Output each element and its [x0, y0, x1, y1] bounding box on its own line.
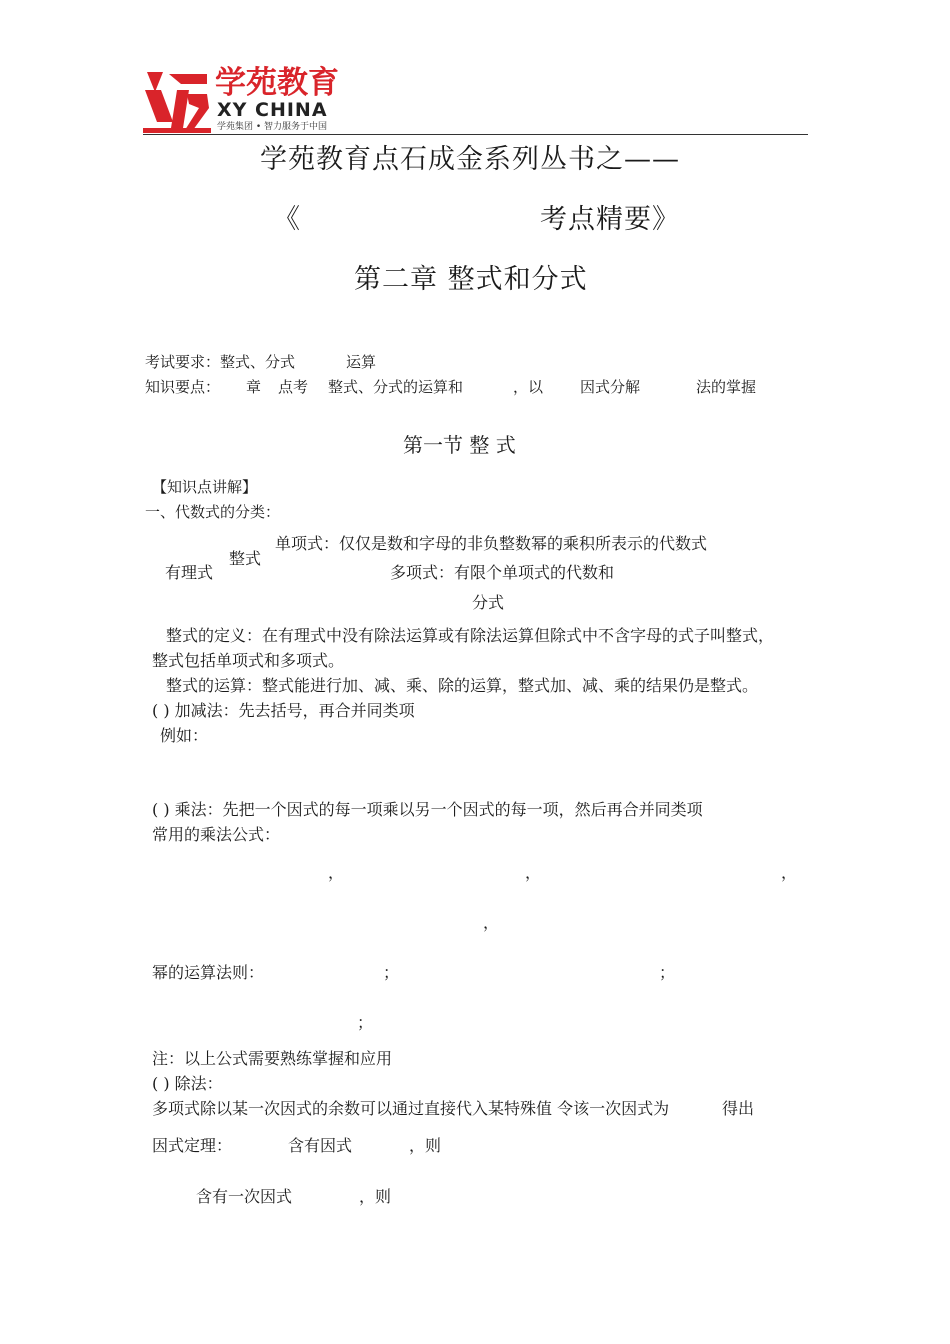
- logo-tagline: 学苑集团 • 智力服务于中国: [217, 122, 328, 132]
- header-divider: [143, 134, 808, 135]
- kp-fragment: 章: [246, 378, 262, 396]
- example-label: 例如：: [160, 726, 209, 745]
- factor-theorem-label: 因式定理：: [152, 1136, 233, 1155]
- integral-operations: 整式的运算：整式能进行加、减、乘、除的运算，整式加、减、乘的结果仍是整式。: [166, 676, 759, 695]
- knowledge-header: 【知识点讲解】: [152, 478, 258, 496]
- factor-then: ，则: [409, 1136, 442, 1155]
- separator-comma: ，: [781, 863, 798, 882]
- power-rules-label: 幂的运算法则：: [152, 963, 265, 982]
- kp-fragment: 因式分解: [580, 378, 641, 396]
- book-title-open: 《: [273, 204, 301, 235]
- chapter-title: 第二章 整式和分式: [354, 264, 588, 295]
- exam-requirements-tail: 运算: [346, 353, 377, 371]
- logo-english-name: XY CHINA: [217, 99, 328, 121]
- separator-comma: ，: [525, 863, 542, 882]
- label-zhengshi: 整式: [229, 549, 262, 568]
- separator-semicolon: ；: [659, 963, 676, 982]
- xy-logo-mark-icon: [143, 68, 213, 134]
- integral-definition-line2: 整式包括单项式和多项式。: [152, 651, 345, 670]
- item-classification: 一、代数式的分类：: [145, 503, 281, 521]
- kp-fragment: 整式、分式的运算和: [328, 378, 464, 396]
- remainder-rule: 多项式除以某一次因式的余数可以通过直接代入某特殊值 令该一次因式为: [152, 1099, 670, 1118]
- note: 注：以上公式需要熟练掌握和应用: [152, 1049, 393, 1068]
- series-title: 学苑教育点石成金系列丛书之——: [260, 144, 680, 175]
- integral-definition-line1: 整式的定义：在有理式中没有除法运算或有除法运算但除式中不含字母的式子叫整式，: [166, 626, 775, 645]
- multiplication-rule: ( ) 乘法：先把一个因式的每一项乘以另一个因式的每一项，然后再合并同类项: [152, 800, 703, 819]
- remainder-rule-tail: 得出: [722, 1099, 755, 1118]
- factor-contains: 含有因式: [288, 1136, 353, 1155]
- kp-fragment: 法的掌握: [696, 378, 757, 396]
- separator-semicolon: ；: [357, 1013, 374, 1032]
- kp-fragment: ，以: [513, 378, 544, 396]
- label-youlishi: 有理式: [165, 563, 214, 582]
- exam-requirements: 考试要求：整式、分式: [145, 353, 296, 371]
- section-title: 第一节 整 式: [403, 433, 516, 457]
- add-sub-rule: ( ) 加减法：先去括号，再合并同类项: [152, 701, 415, 720]
- book-title-close: 考点精要》: [540, 204, 680, 235]
- separator-semicolon: ；: [383, 963, 400, 982]
- monomial-definition: 单项式：仅仅是数和字母的非负整数幂的乘积所表示的代数式: [275, 534, 708, 553]
- kp-fragment: 点考: [278, 378, 309, 396]
- division-rule: ( ) 除法：: [152, 1074, 223, 1093]
- polynomial-definition: 多项式：有限个单项式的代数和: [390, 563, 615, 582]
- separator-comma: ，: [328, 863, 345, 882]
- publisher-logo: [143, 65, 357, 134]
- logo-chinese-name: 学苑教育: [215, 65, 339, 101]
- label-fenshi: 分式: [472, 593, 505, 612]
- linear-factor-then: ，则: [359, 1187, 392, 1206]
- mult-formulas-label: 常用的乘法公式：: [152, 825, 281, 844]
- linear-factor-contains: 含有一次因式: [196, 1187, 293, 1206]
- knowledge-points-label: 知识要点：: [145, 378, 221, 396]
- separator-comma: ，: [483, 913, 500, 932]
